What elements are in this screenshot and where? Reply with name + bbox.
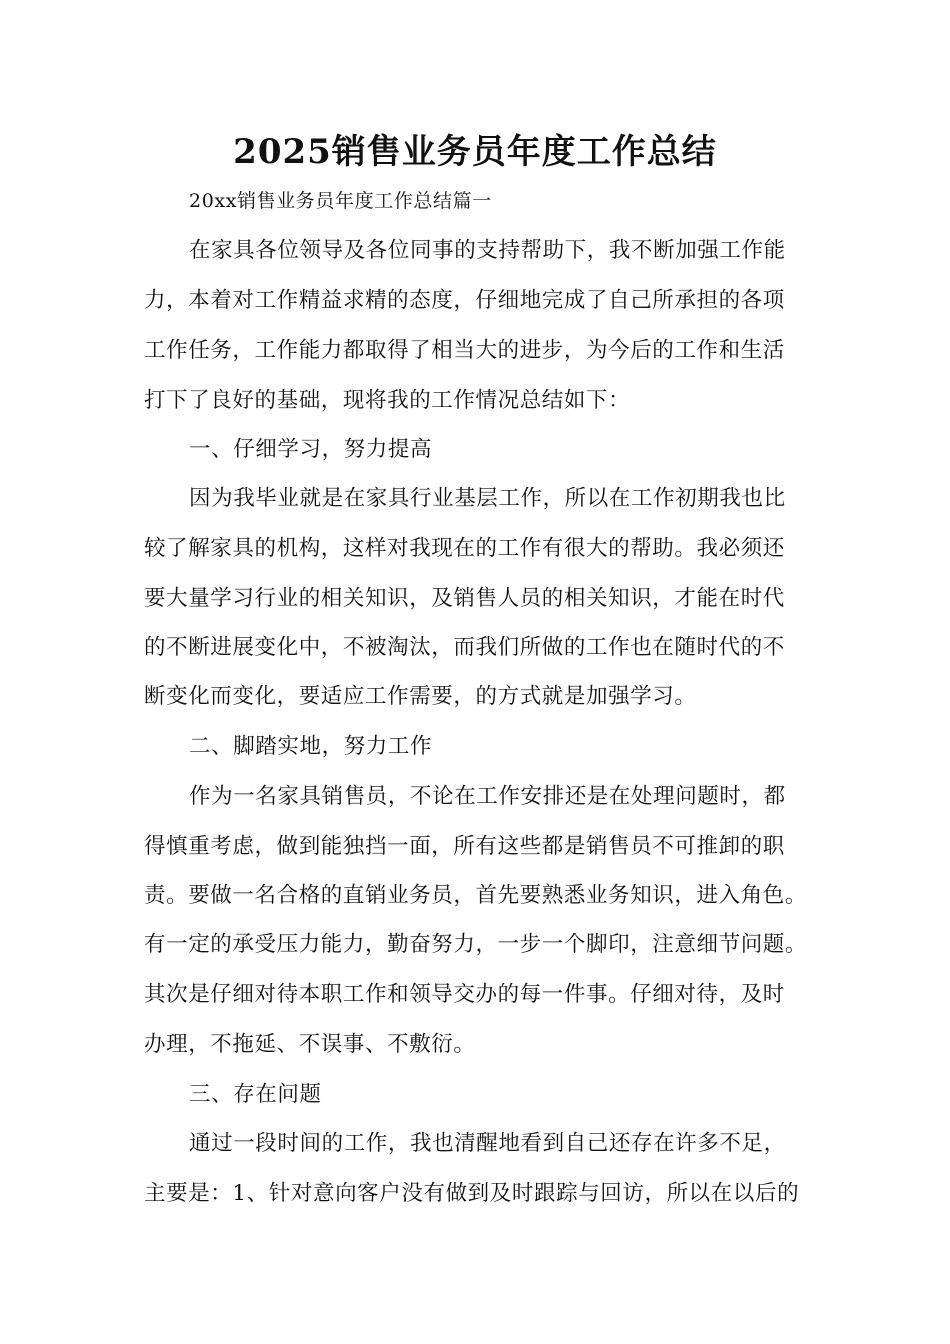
section-heading: 二、脚踏实地，努力工作 bbox=[189, 734, 433, 759]
document-title: 2025销售业务员年度工作总结 bbox=[233, 132, 717, 172]
paragraph-line: 因为我毕业就是在家具行业基层工作，所以在工作初期我也比 bbox=[189, 486, 786, 511]
paragraph-line: 其次是仔细对待本职工作和领导交办的每一件事。仔细对待，及时 bbox=[144, 982, 785, 1007]
paragraph-line: 的不断进展变化中，不被淘汰，而我们所做的工作也在随时代的不 bbox=[144, 635, 785, 660]
paragraph-line: 打下了良好的基础，现将我的工作情况总结如下： bbox=[144, 388, 631, 413]
paragraph-line: 力，本着对工作精益求精的态度，仔细地完成了自己所承担的各项 bbox=[144, 288, 785, 313]
paragraph-line: 主要是：1、针对意向客户没有做到及时跟踪与回访，所以在以后的 bbox=[144, 1181, 800, 1206]
paragraph-line: 办理，不拖延、不误事、不敷衍。 bbox=[144, 1032, 476, 1057]
paragraph-line: 作为一名家具销售员，不论在工作安排还是在处理问题时，都 bbox=[189, 784, 786, 809]
paragraph-line: 通过一段时间的工作，我也清醒地看到自己还存在许多不足， bbox=[189, 1131, 786, 1156]
section-heading: 一、仔细学习，努力提高 bbox=[189, 437, 433, 462]
paragraph-line: 在家具各位领导及各位同事的支持帮助下，我不断加强工作能 bbox=[189, 238, 786, 263]
paragraph-line: 较了解家具的机构，这样对我现在的工作有很大的帮助。我必须还 bbox=[144, 536, 785, 561]
section-subtitle: 20xx销售业务员年度工作总结篇一 bbox=[189, 190, 492, 212]
paragraph-line: 责。要做一名合格的直销业务员，首先要熟悉业务知识，进入角色。 bbox=[144, 883, 808, 908]
section-heading: 三、存在问题 bbox=[189, 1082, 322, 1107]
paragraph-line: 得慎重考虑，做到能独挡一面，所有这些都是销售员不可推卸的职 bbox=[144, 834, 785, 859]
paragraph-line: 断变化而变化，要适应工作需要，的方式就是加强学习。 bbox=[144, 684, 697, 709]
paragraph-line: 工作任务，工作能力都取得了相当大的进步，为今后的工作和生活 bbox=[144, 338, 785, 363]
paragraph-line: 有一定的承受压力能力，勤奋努力，一步一个脚印，注意细节问题。 bbox=[144, 932, 808, 957]
paragraph-line: 要大量学习行业的相关知识，及销售人员的相关知识，才能在时代 bbox=[144, 586, 785, 611]
